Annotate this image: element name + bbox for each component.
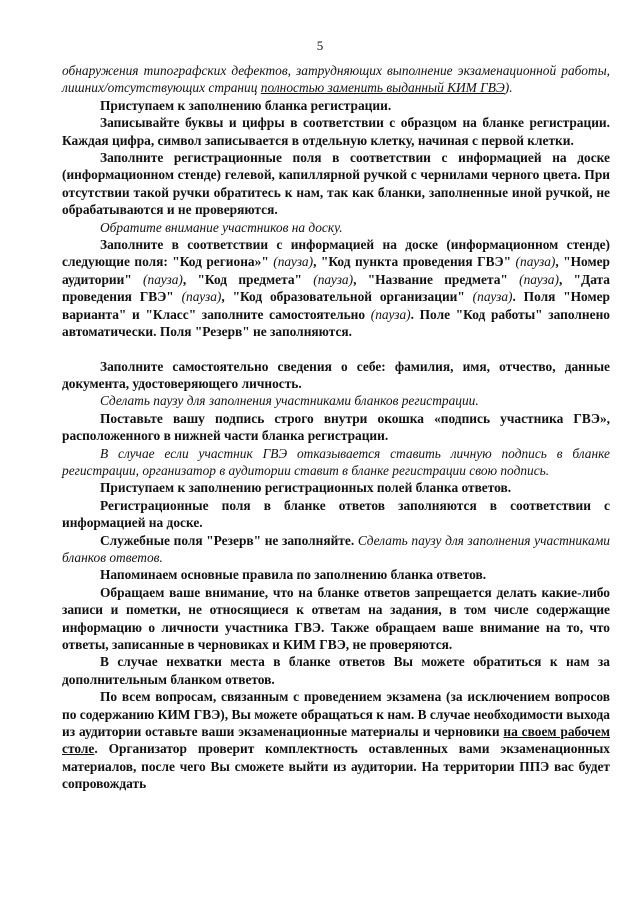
paragraph <box>62 532 610 567</box>
paragraph <box>62 97 610 114</box>
page-number: 5 <box>316 38 324 53</box>
text-run: По всем вопросам, связанным с проведением экзамена (за исключением вопросов по содержанию КИМ ГВЭ), Вы можете обращаться к нам. В случае необходимости выхода из аудитории оставьте ваши экзаменационные материалы и черновики <box>62 689 610 740</box>
text-run: Обращаем ваше внимание, что на бланке ответов запрещается делать какие-либо записи и пометки, не относящиеся к ответам на задания, в том числе содержащие информацию о личности участника ГВЭ. Также обращаем ваше внимание на то, что ответы, записанные в черновиках и КИМ ГВЭ, не проверяются. <box>62 584 610 652</box>
text-run: , "Название предмета" <box>353 271 520 287</box>
paragraph <box>62 149 610 219</box>
text-run: обнаружения типографских дефектов, затрудняющих выполнение экзаменационной работы, лишних/отсутствующих страниц <box>62 63 610 96</box>
text-run: (пауза) <box>273 254 314 270</box>
text-run: , "Номер аудитории" <box>62 254 611 287</box>
text-run: , "Код предмета" <box>182 271 314 287</box>
paragraph <box>62 584 610 654</box>
text-run: Обратите внимание участников на доску. <box>100 219 343 235</box>
text-run: Записывайте буквы и цифры в соответствии с образцом на бланке регистрации. Каждая цифра, символ записывается в отдельную клетку, начиная с первой клетки. <box>62 115 610 148</box>
text-run: (пауза) <box>370 306 411 322</box>
text-run: В случае если участник ГВЭ отказывается ставить личную подпись в бланке регистрации, организатор в аудитории ставит в бланке регистрации свою подпись. <box>62 445 610 478</box>
text-run: Поставьте вашу подпись строго внутри окошка «подпись участника ГВЭ», расположенного в нижней части бланка регистрации. <box>62 410 610 444</box>
text-run: . Поля "Номер варианта" и "Класс" заполните самостоятельно <box>62 289 611 322</box>
paragraph <box>62 236 610 340</box>
paragraph-spacer <box>62 341 610 358</box>
underlined-text: на своем рабочем столе <box>62 724 610 757</box>
text-run: , "Код пункта проведения ГВЭ" <box>313 254 516 270</box>
paragraph <box>62 445 610 480</box>
text-run: Заполните регистрационные поля в соответствии с информацией на доске (информационном стенде) гелевой, капиллярной ручкой с чернилами черного цвета. При отсутствии такой ручки обратитесь к нам, так как бланки, заполненные иной ручкой, не обрабатываются и не проверяются. <box>62 150 610 218</box>
paragraph <box>62 479 610 496</box>
paragraph <box>62 114 610 149</box>
text-run: Сделать паузу для заполнения участниками бланков ответов. <box>62 532 610 565</box>
text-run: (пауза) <box>143 271 183 287</box>
paragraph <box>62 497 610 532</box>
paragraph <box>62 566 610 583</box>
paragraph <box>62 62 610 97</box>
text-run: . Организатор проверит комплектность оставленных вами экзаменационных материалов, после чего Вы сможете выйти из аудитории. На территории ППЭ вас будет сопровождать <box>62 741 610 792</box>
text-run: (пауза) <box>472 289 513 305</box>
text-run: Регистрационные поля в бланке ответов заполняются в соответствии с информацией на доске. <box>62 497 610 531</box>
text-run: Приступаем к заполнению бланка регистрации. <box>100 97 392 113</box>
text-run: , "Дата проведения ГВЭ" <box>62 271 610 305</box>
text-run: Служебные поля "Резерв" не заполняйте. <box>100 532 358 548</box>
text-run: Напоминаем основные правила по заполнению бланка ответов. <box>100 567 487 583</box>
paragraph <box>62 653 610 688</box>
text-run: ). <box>504 80 513 96</box>
text-run: Заполните в соответствии с информацией на доске (информационном стенде) следующие поля: "Код региона»" <box>62 237 610 270</box>
paragraph <box>62 358 610 393</box>
text-run: Приступаем к заполнению регистрационных полей бланка ответов. <box>100 480 512 496</box>
text-run: (пауза) <box>519 271 559 287</box>
text-run: (пауза) <box>313 271 354 287</box>
paragraph <box>62 410 610 445</box>
text-run: , "Код образовательной организации" <box>221 289 473 305</box>
paragraph <box>62 688 610 792</box>
text-run: (пауза) <box>181 289 222 305</box>
text-run: . Поле "Код работы" заполнено автоматически. Поля "Резерв" не заполняются. <box>62 306 610 340</box>
text-run: Сделать паузу для заполнения участниками бланков регистрации. <box>100 393 479 409</box>
text-run: Заполните самостоятельно сведения о себе: фамилия, имя, отчество, данные документа, удостоверяющего личность. <box>62 358 610 391</box>
paragraph <box>62 392 610 409</box>
document-body <box>62 62 610 793</box>
text-run: В случае нехватки места в бланке ответов Вы можете обратиться к нам за дополнительным бланком ответов. <box>62 654 610 687</box>
underlined-text: полностью заменить выданный КИМ ГВЭ <box>260 80 505 96</box>
text-run: (пауза) <box>515 254 556 270</box>
paragraph <box>62 219 610 236</box>
